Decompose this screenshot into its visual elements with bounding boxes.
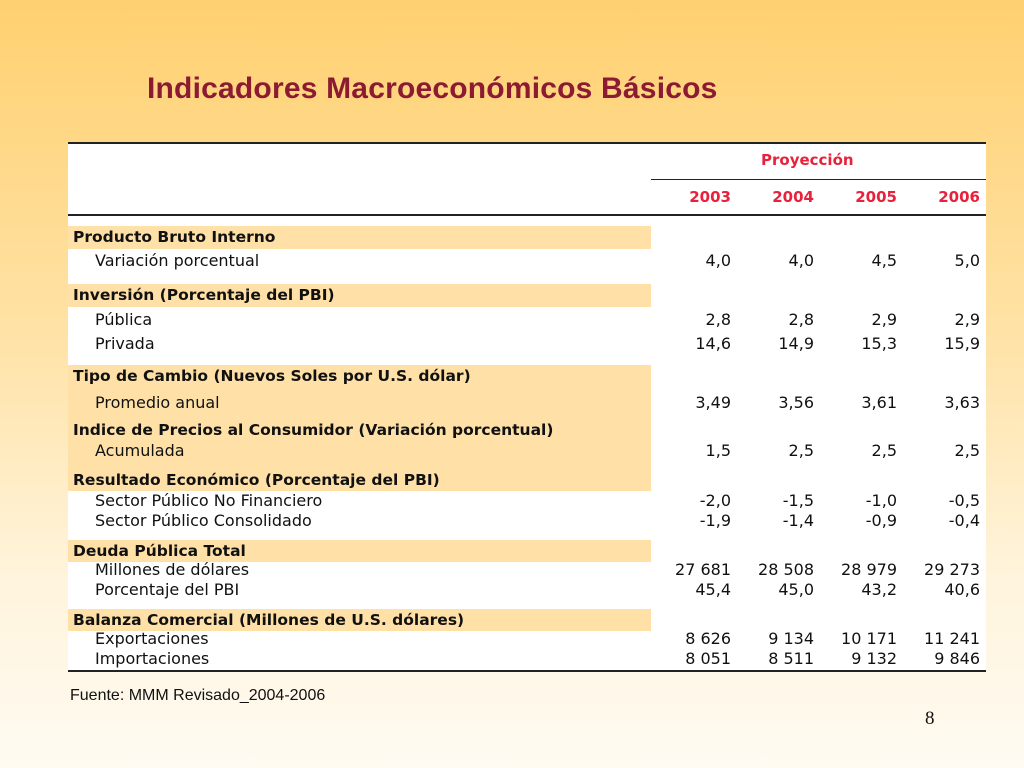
value-cell-2006: 3,63 xyxy=(944,393,980,412)
value-cell-2006: 2,9 xyxy=(954,310,980,329)
page-number: 8 xyxy=(925,708,935,729)
row-label: Sector Público Consolidado xyxy=(95,511,312,530)
table-bottom-rule xyxy=(68,670,986,672)
value-cell-2005: -1,0 xyxy=(865,491,897,510)
year-header-2004: 2004 xyxy=(772,188,814,206)
value-cell-2005: 10 171 xyxy=(841,629,897,648)
value-cell-2004: 45,0 xyxy=(778,580,814,599)
value-cell-2005: -0,9 xyxy=(865,511,897,530)
value-cell-2005: 2,5 xyxy=(871,441,897,460)
value-cell-2005: 3,61 xyxy=(861,393,897,412)
value-cell-2005: 43,2 xyxy=(861,580,897,599)
category-header: Producto Bruto Interno xyxy=(68,226,651,249)
value-cell-2003: -2,0 xyxy=(699,491,731,510)
value-cell-2003: 14,6 xyxy=(695,334,731,353)
category-header: Tipo de Cambio (Nuevos Soles por U.S. dólar) xyxy=(68,365,651,437)
value-cell-2004: -1,5 xyxy=(782,491,814,510)
value-cell-2005: 15,3 xyxy=(861,334,897,353)
category-header: Indice de Precios al Consumidor (Variación porcentual) xyxy=(68,419,651,491)
value-cell-2004: 2,8 xyxy=(788,310,814,329)
value-cell-2006: 5,0 xyxy=(954,251,980,270)
year-header-2005: 2005 xyxy=(855,188,897,206)
value-cell-2003: 2,8 xyxy=(705,310,731,329)
value-cell-2006: 2,5 xyxy=(954,441,980,460)
value-cell-2003: 45,4 xyxy=(695,580,731,599)
value-cell-2004: 2,5 xyxy=(788,441,814,460)
header-rule xyxy=(68,214,986,216)
category-header: Balanza Comercial (Millones de U.S. dólares) xyxy=(68,609,651,631)
row-label: Pública xyxy=(95,310,153,329)
value-cell-2006: 29 273 xyxy=(924,560,980,579)
value-cell-2004: 28 508 xyxy=(758,560,814,579)
value-cell-2004: 9 134 xyxy=(768,629,814,648)
value-cell-2003: 8 051 xyxy=(685,649,731,668)
value-cell-2005: 9 132 xyxy=(851,649,897,668)
value-cell-2003: 8 626 xyxy=(685,629,731,648)
value-cell-2005: 28 979 xyxy=(841,560,897,579)
value-cell-2004: 3,56 xyxy=(778,393,814,412)
value-cell-2003: 1,5 xyxy=(705,441,731,460)
value-cell-2004: 8 511 xyxy=(768,649,814,668)
page-title: Indicadores Macroeconómicos Básicos xyxy=(147,72,718,105)
value-cell-2005: 2,9 xyxy=(871,310,897,329)
table-top-rule xyxy=(68,142,986,144)
row-label: Privada xyxy=(95,334,155,353)
value-cell-2004: 14,9 xyxy=(778,334,814,353)
value-cell-2006: 15,9 xyxy=(944,334,980,353)
value-cell-2006: -0,5 xyxy=(948,491,980,510)
year-header-2006: 2006 xyxy=(938,188,980,206)
value-cell-2006: 11 241 xyxy=(924,629,980,648)
source-note: Fuente: MMM Revisado_2004-2006 xyxy=(70,687,326,704)
row-label: Sector Público No Financiero xyxy=(95,491,323,510)
projection-header: Proyección xyxy=(761,151,854,169)
value-cell-2003: 27 681 xyxy=(675,560,731,579)
value-cell-2005: 4,5 xyxy=(871,251,897,270)
value-cell-2006: -0,4 xyxy=(948,511,980,530)
row-label: Millones de dólares xyxy=(95,560,250,579)
projection-rule xyxy=(651,179,986,180)
category-header: Inversión (Porcentaje del PBI) xyxy=(68,284,651,307)
category-header: Resultado Económico (Porcentaje del PBI) xyxy=(68,469,651,491)
value-cell-2003: 4,0 xyxy=(705,251,731,270)
value-cell-2004: -1,4 xyxy=(782,511,814,530)
value-cell-2004: 4,0 xyxy=(788,251,814,270)
year-header-2003: 2003 xyxy=(689,188,731,206)
row-label: Variación porcentual xyxy=(95,251,260,270)
row-label: Exportaciones xyxy=(95,629,209,648)
value-cell-2006: 40,6 xyxy=(944,580,980,599)
value-cell-2006: 9 846 xyxy=(934,649,980,668)
value-cell-2003: 3,49 xyxy=(695,393,731,412)
category-header: Deuda Pública Total xyxy=(68,540,651,562)
row-label: Promedio anual xyxy=(95,393,220,412)
row-label: Acumulada xyxy=(95,441,185,460)
value-cell-2003: -1,9 xyxy=(699,511,731,530)
row-label: Importaciones xyxy=(95,649,210,668)
indicators-table xyxy=(68,142,986,672)
row-label: Porcentaje del PBI xyxy=(95,580,240,599)
